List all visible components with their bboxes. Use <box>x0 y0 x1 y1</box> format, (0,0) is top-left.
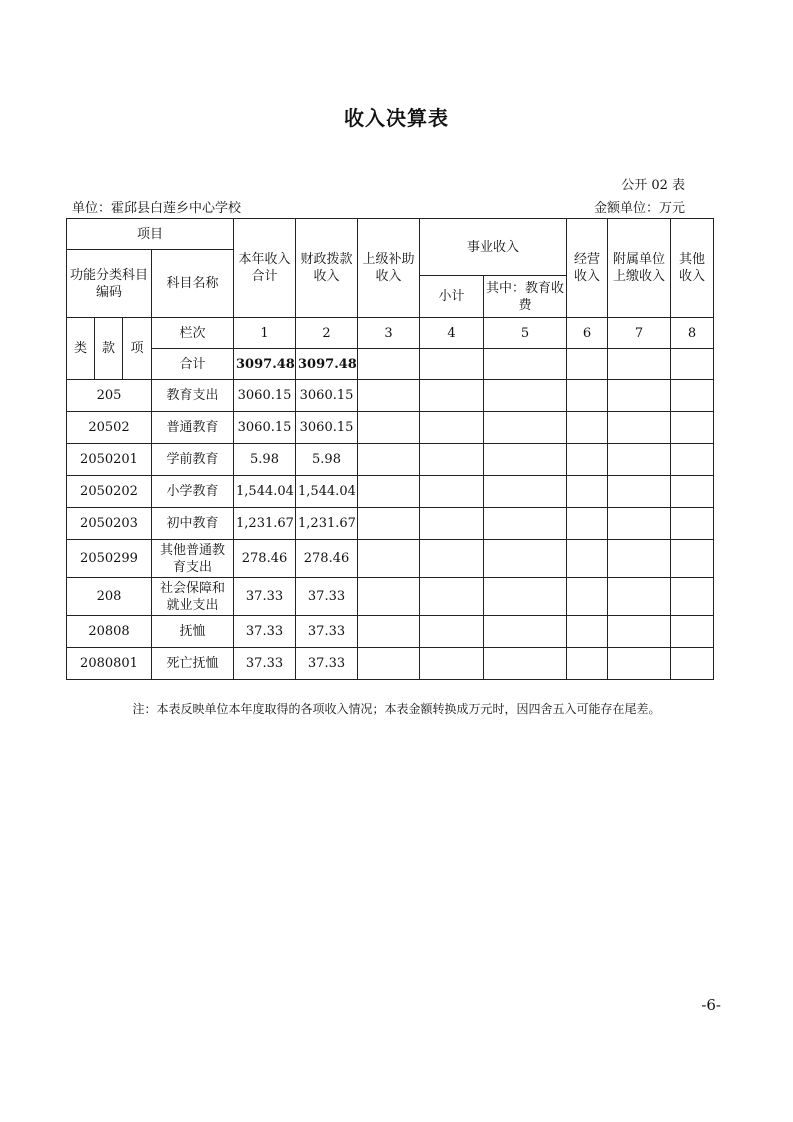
row-fiscal: 5.98 <box>296 444 358 476</box>
empty-cell <box>567 648 608 680</box>
empty-cell <box>608 508 671 540</box>
empty-cell <box>671 540 714 578</box>
row-total: 1,231.67 <box>234 508 296 540</box>
empty-cell <box>567 476 608 508</box>
row-code: 2050201 <box>67 444 152 476</box>
col-number: 1 <box>234 318 296 349</box>
empty-cell <box>420 476 484 508</box>
row-name: 初中教育 <box>152 508 234 540</box>
empty-cell <box>567 412 608 444</box>
row-total: 1,544.04 <box>234 476 296 508</box>
row-fiscal: 3060.15 <box>296 412 358 444</box>
empty-cell <box>567 508 608 540</box>
empty-cell <box>608 476 671 508</box>
empty-cell <box>671 380 714 412</box>
empty-cell <box>671 349 714 380</box>
header-col-fiscal: 财政拨款收入 <box>296 219 358 318</box>
total-label: 合计 <box>152 349 234 380</box>
header-item: 项目 <box>67 219 234 250</box>
empty-cell <box>420 349 484 380</box>
empty-cell <box>484 476 567 508</box>
empty-cell <box>671 476 714 508</box>
header-lanci: 栏次 <box>152 318 234 349</box>
total-row <box>67 349 714 380</box>
empty-cell <box>608 578 671 616</box>
row-code: 2050202 <box>67 476 152 508</box>
empty-cell <box>608 412 671 444</box>
row-total: 3060.15 <box>234 412 296 444</box>
page-number: -6- <box>701 996 721 1014</box>
row-total: 278.46 <box>234 540 296 578</box>
table-row <box>67 616 714 648</box>
empty-cell <box>608 648 671 680</box>
empty-cell <box>567 616 608 648</box>
table-row <box>67 412 714 444</box>
row-name: 教育支出 <box>152 380 234 412</box>
row-total: 37.33 <box>234 578 296 616</box>
empty-cell <box>608 380 671 412</box>
table-row <box>67 476 714 508</box>
row-name: 抚恤 <box>152 616 234 648</box>
row-total: 37.33 <box>234 616 296 648</box>
row-code: 2080801 <box>67 648 152 680</box>
row-code: 2050203 <box>67 508 152 540</box>
reporting-unit: 单位：霍邱县白莲乡中心学校 <box>72 201 242 216</box>
row-total: 37.33 <box>234 648 296 680</box>
column-number-row <box>67 318 714 349</box>
header-col-edu-fee: 其中：教育收费 <box>484 276 567 318</box>
income-statement-table <box>66 218 714 680</box>
empty-cell <box>358 508 420 540</box>
empty-cell <box>484 380 567 412</box>
header-col-operating: 经营收入 <box>567 219 608 318</box>
table-row <box>67 648 714 680</box>
empty-cell <box>420 444 484 476</box>
empty-cell <box>671 508 714 540</box>
empty-cell <box>484 444 567 476</box>
empty-cell <box>420 648 484 680</box>
empty-cell <box>671 648 714 680</box>
empty-cell <box>671 616 714 648</box>
empty-cell <box>671 412 714 444</box>
row-name: 社会保障和就业支出 <box>152 578 234 616</box>
row-code: 208 <box>67 578 152 616</box>
empty-cell <box>567 380 608 412</box>
money-unit: 金额单位：万元 <box>593 201 685 216</box>
empty-cell <box>567 349 608 380</box>
empty-cell <box>358 349 420 380</box>
col-number: 3 <box>358 318 420 349</box>
empty-cell <box>420 616 484 648</box>
empty-cell <box>358 412 420 444</box>
header-col-total: 本年收入合计 <box>234 219 296 318</box>
col-number: 5 <box>484 318 567 349</box>
header-col-subtotal: 小计 <box>420 276 484 318</box>
col-number: 4 <box>420 318 484 349</box>
total-fiscal: 3097.48 <box>296 349 358 380</box>
empty-cell <box>484 648 567 680</box>
header-col-affiliated: 附属单位上缴收入 <box>608 219 671 318</box>
row-code: 20808 <box>67 616 152 648</box>
col-number: 2 <box>296 318 358 349</box>
empty-cell <box>567 578 608 616</box>
empty-cell <box>420 508 484 540</box>
empty-cell <box>567 540 608 578</box>
row-fiscal: 37.33 <box>296 648 358 680</box>
empty-cell <box>420 578 484 616</box>
row-name: 其他普通教育支出 <box>152 540 234 578</box>
col-number: 6 <box>567 318 608 349</box>
form-number: 公开 02 表 <box>621 178 685 193</box>
row-name: 死亡抚恤 <box>152 648 234 680</box>
row-fiscal: 37.33 <box>296 578 358 616</box>
row-code: 2050299 <box>67 540 152 578</box>
empty-cell <box>608 349 671 380</box>
row-code: 20502 <box>67 412 152 444</box>
empty-cell <box>567 444 608 476</box>
table-row <box>67 578 714 616</box>
page-title: 收入决算表 <box>344 106 449 130</box>
header-xiang: 项 <box>123 318 152 380</box>
empty-cell <box>420 540 484 578</box>
row-code: 205 <box>67 380 152 412</box>
empty-cell <box>608 540 671 578</box>
empty-cell <box>358 648 420 680</box>
row-fiscal: 278.46 <box>296 540 358 578</box>
empty-cell <box>484 616 567 648</box>
empty-cell <box>608 444 671 476</box>
header-col-business: 事业收入 <box>420 219 567 276</box>
empty-cell <box>358 616 420 648</box>
empty-cell <box>671 578 714 616</box>
empty-cell <box>358 476 420 508</box>
empty-cell <box>358 444 420 476</box>
row-fiscal: 37.33 <box>296 616 358 648</box>
row-name: 普通教育 <box>152 412 234 444</box>
table-row <box>67 444 714 476</box>
empty-cell <box>484 540 567 578</box>
row-total: 5.98 <box>234 444 296 476</box>
empty-cell <box>420 380 484 412</box>
empty-cell <box>671 444 714 476</box>
empty-cell <box>484 412 567 444</box>
empty-cell <box>608 616 671 648</box>
row-fiscal: 1,544.04 <box>296 476 358 508</box>
empty-cell <box>484 508 567 540</box>
header-kuan: 款 <box>95 318 123 380</box>
empty-cell <box>420 412 484 444</box>
header-lei: 类 <box>67 318 95 380</box>
footnote: 注：本表反映单位本年度取得的各项收入情况；本表金额转换成万元时，因四舍五入可能存在尾差。 <box>132 702 661 716</box>
empty-cell <box>484 349 567 380</box>
empty-cell <box>358 578 420 616</box>
empty-cell <box>484 578 567 616</box>
col-number: 8 <box>671 318 714 349</box>
row-name: 小学教育 <box>152 476 234 508</box>
row-total: 3060.15 <box>234 380 296 412</box>
header-row-1 <box>67 219 714 250</box>
table-row <box>67 380 714 412</box>
table-row <box>67 540 714 578</box>
empty-cell <box>358 540 420 578</box>
empty-cell <box>358 380 420 412</box>
header-col-other: 其他收入 <box>671 219 714 318</box>
total-value: 3097.48 <box>234 349 296 380</box>
header-func-code: 功能分类科目编码 <box>67 250 152 318</box>
header-col-superior: 上级补助收入 <box>358 219 420 318</box>
col-number: 7 <box>608 318 671 349</box>
row-name: 学前教育 <box>152 444 234 476</box>
row-fiscal: 1,231.67 <box>296 508 358 540</box>
header-subject-name: 科目名称 <box>152 250 234 318</box>
table-row <box>67 508 714 540</box>
row-fiscal: 3060.15 <box>296 380 358 412</box>
